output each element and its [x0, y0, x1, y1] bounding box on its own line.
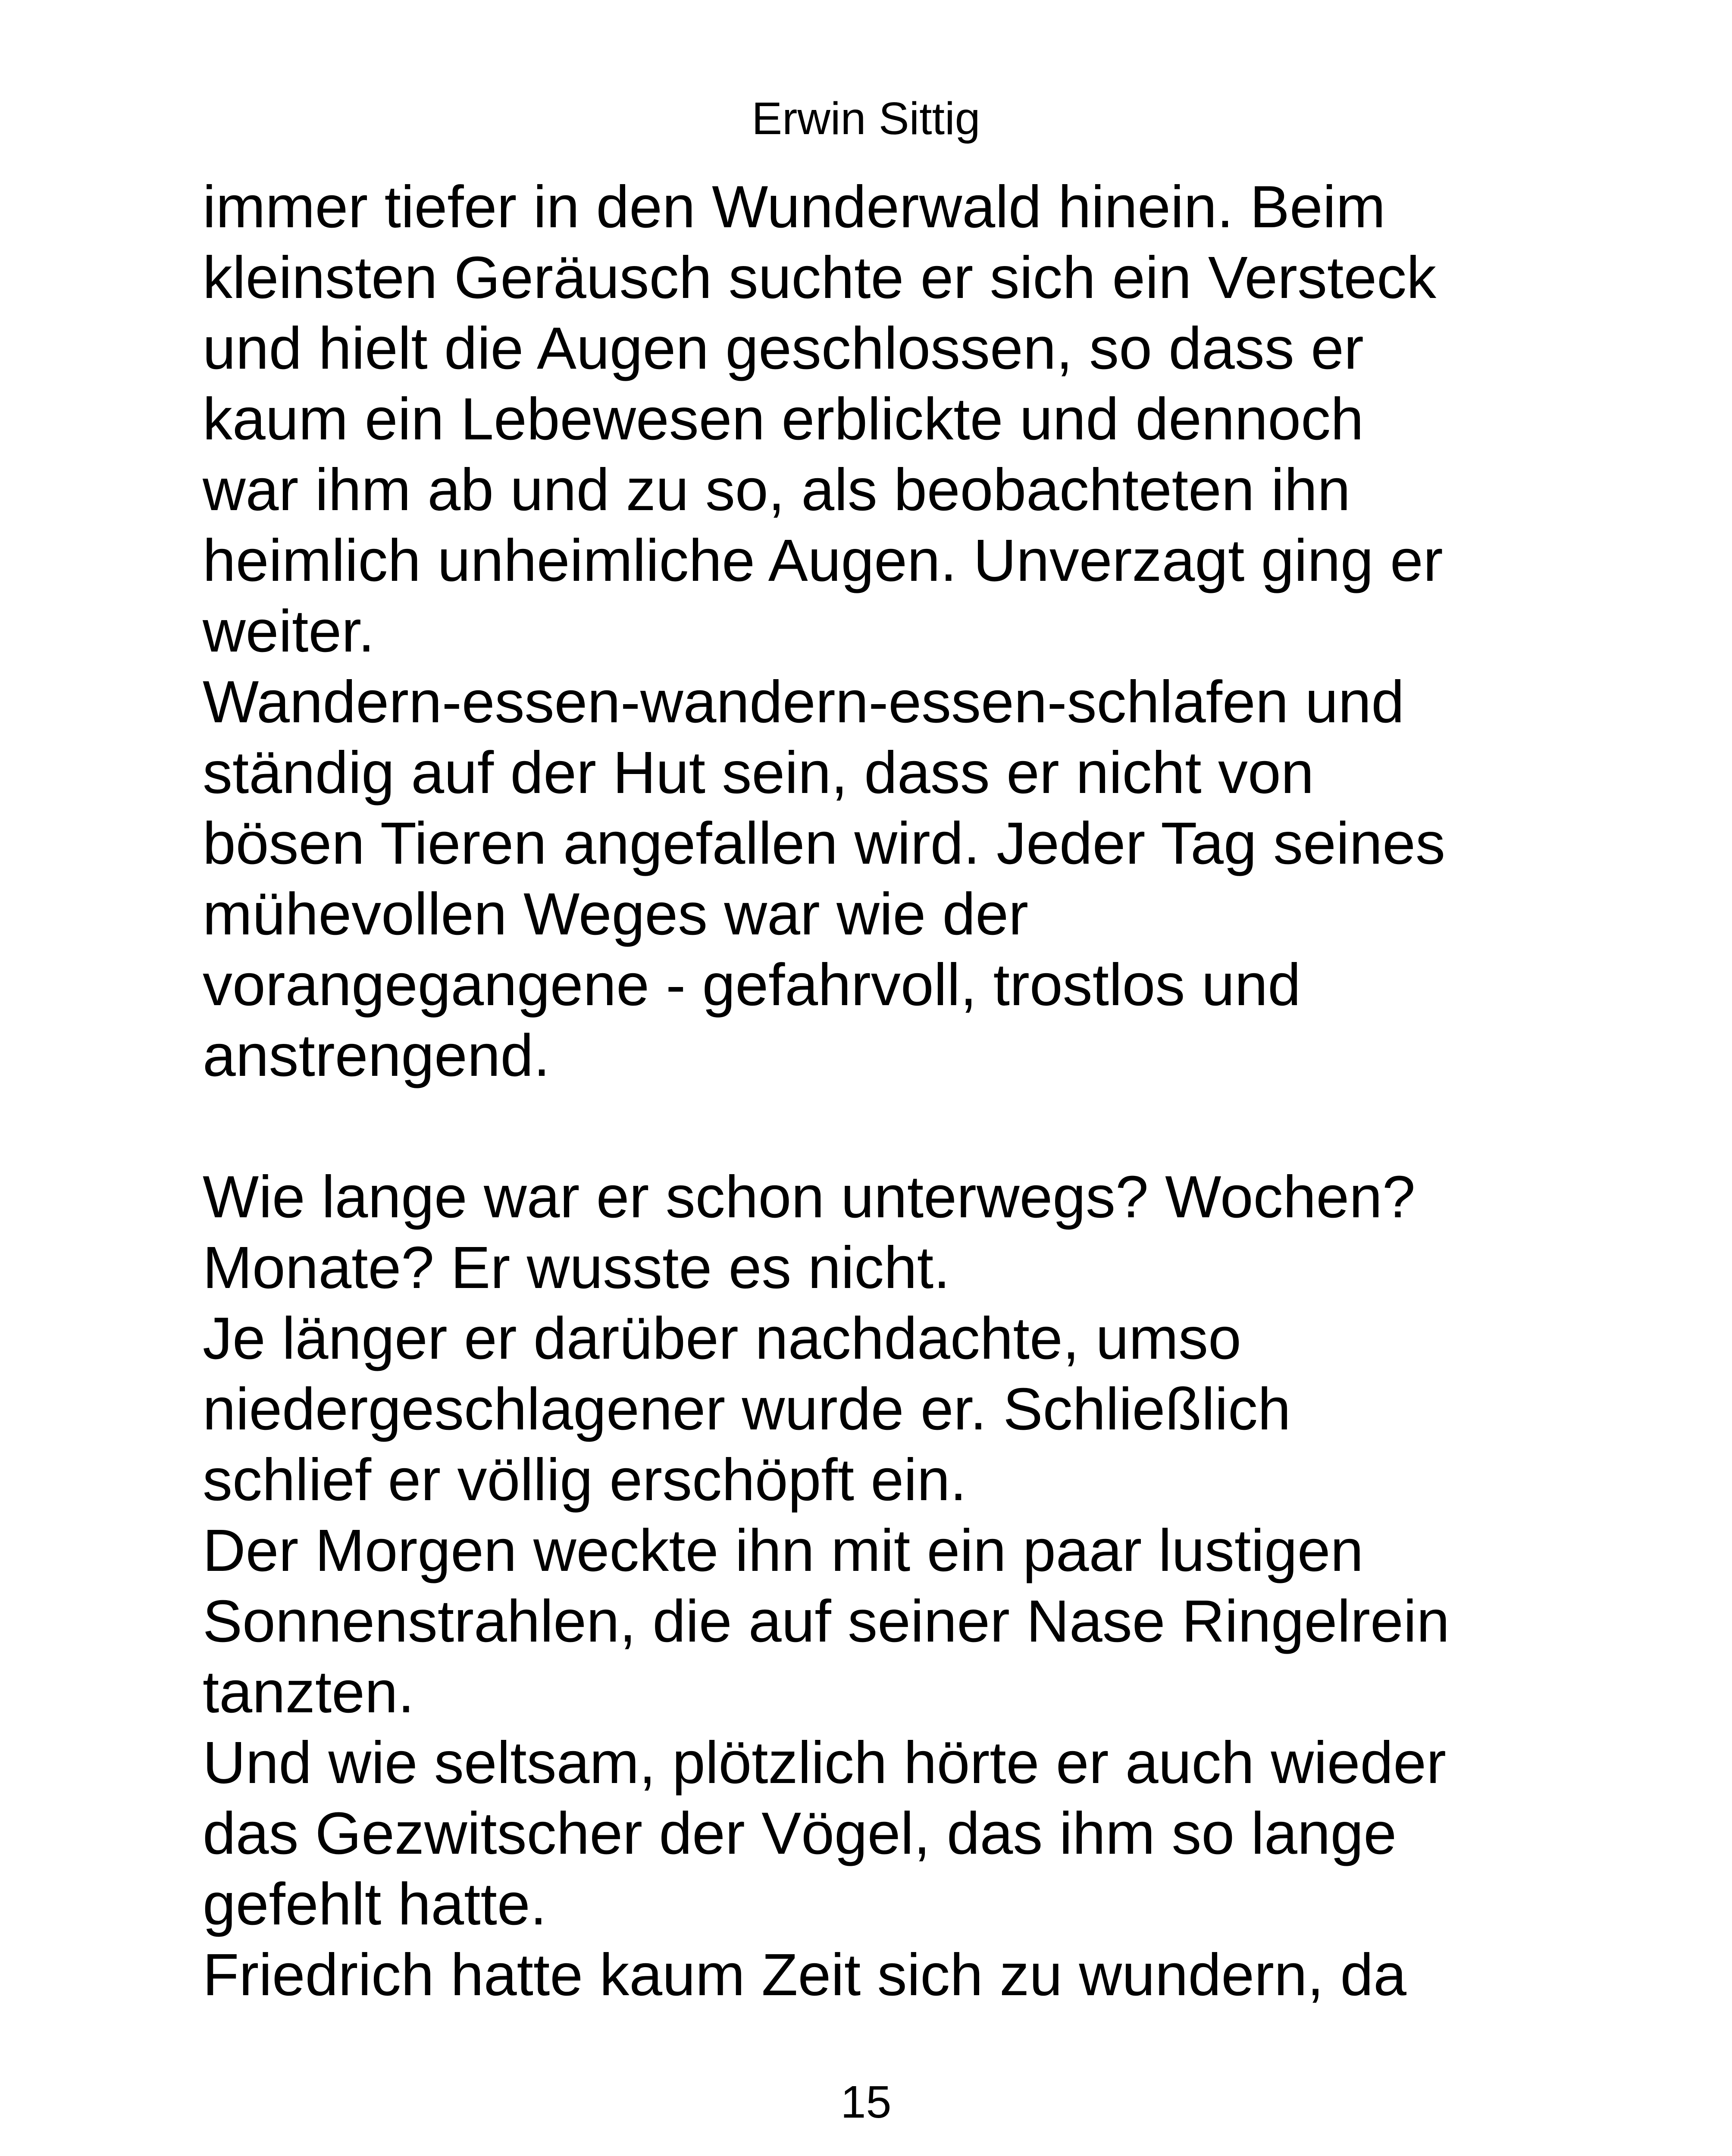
- blank-line: [203, 1091, 1621, 1162]
- text-line: Und wie seltsam, plötzlich hörte er auch wieder: [203, 1730, 1446, 1796]
- text-line: weiter.: [203, 598, 375, 664]
- body-text: [203, 172, 1621, 2010]
- text-line: kaum ein Lebewesen erblickte und dennoch: [203, 386, 1364, 452]
- text-line: Wandern-essen-wandern-essen-schlafen und: [203, 669, 1405, 735]
- text-line: schlief er völlig erschöpft ein.: [203, 1447, 967, 1513]
- text-line: tanzten.: [203, 1659, 415, 1725]
- page-number: 15: [840, 2077, 892, 2128]
- text-line: kleinsten Geräusch suchte er sich ein Versteck: [203, 244, 1437, 311]
- text-line: immer tiefer in den Wunderwald hinein. Beim: [203, 174, 1386, 240]
- text-line: gefehlt hatte.: [203, 1871, 547, 1937]
- text-line: ständig auf der Hut sein, dass er nicht von: [203, 740, 1314, 806]
- text-line: niedergeschlagener wurde er. Schließlich: [203, 1376, 1291, 1442]
- text-line: Der Morgen weckte ihn mit ein paar lustigen: [203, 1517, 1364, 1584]
- text-line: anstrengend.: [203, 1022, 550, 1089]
- text-line: heimlich unheimliche Augen. Unverzagt ging er: [203, 527, 1443, 594]
- text-line: Monate? Er wusste es nicht.: [203, 1235, 950, 1301]
- text-line: und hielt die Augen geschlossen, so dass er: [203, 315, 1364, 382]
- text-line: bösen Tieren angefallen wird. Jeder Tag seines: [203, 810, 1445, 877]
- text-line: das Gezwitscher der Vögel, das ihm so lange: [203, 1800, 1397, 1867]
- text-line: Sonnenstrahlen, die auf seiner Nase Ringelrein: [203, 1588, 1450, 1655]
- text-line: mühevollen Weges war wie der: [203, 881, 1029, 947]
- text-line: Je länger er darüber nachdachte, umso: [203, 1305, 1241, 1372]
- page-header-author: Erwin Sittig: [752, 93, 980, 144]
- text-line: vorangegangene - gefahrvoll, trostlos und: [203, 952, 1301, 1018]
- text-line: Wie lange war er schon unterwegs? Wochen?: [203, 1164, 1416, 1230]
- text-line: war ihm ab und zu so, als beobachteten ihn: [203, 457, 1351, 523]
- text-line: Friedrich hatte kaum Zeit sich zu wundern, da: [203, 1942, 1406, 2008]
